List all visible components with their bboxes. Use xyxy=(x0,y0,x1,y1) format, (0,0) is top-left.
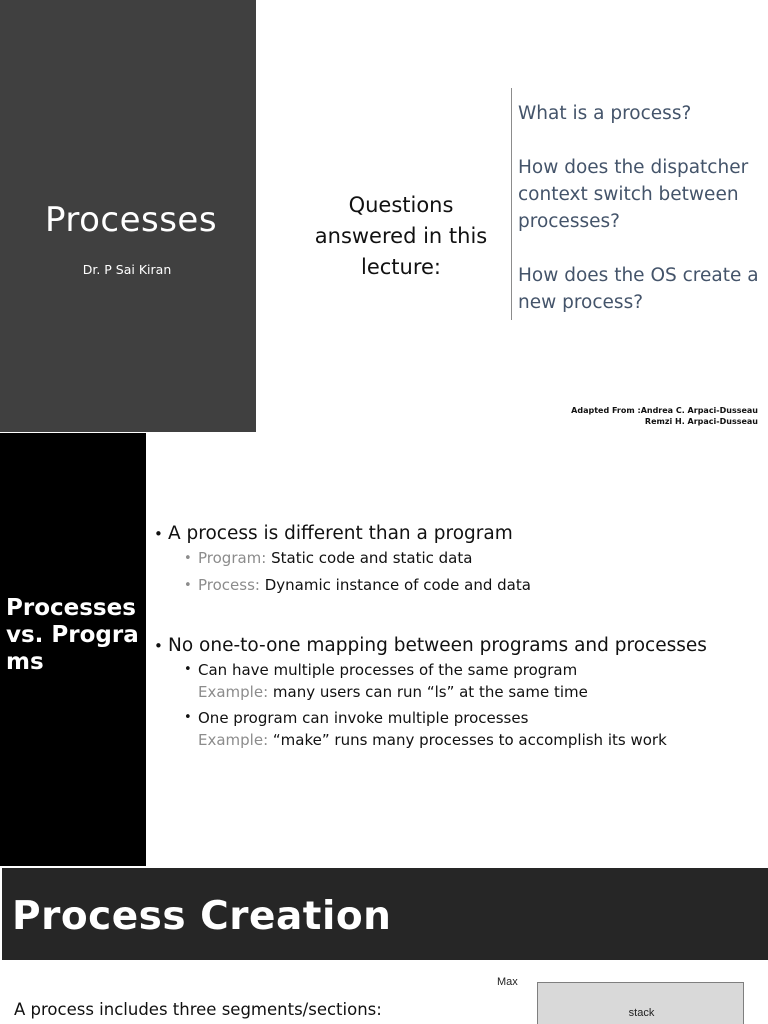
question-item: How does the dispatcher context switch between processes? xyxy=(518,157,749,232)
example-line xyxy=(198,729,764,751)
example-label: Example: xyxy=(198,683,269,701)
term-definition: Static code and static data xyxy=(266,549,473,567)
slide-process-creation xyxy=(0,866,768,1024)
sub-bullet-item xyxy=(184,574,764,597)
title-bar xyxy=(2,868,768,960)
questions-label: Questions answered in this lecture: xyxy=(314,193,488,279)
example-text: “make” runs many processes to accomplish its work xyxy=(268,731,667,749)
slide-body xyxy=(154,521,764,751)
slide-processes-title xyxy=(0,0,768,432)
example-label: Example: xyxy=(198,731,269,749)
bullet-item: • A process is different than a program xyxy=(154,521,764,547)
stack-segment-box xyxy=(537,982,744,1024)
question-item: How does the OS create a new process? xyxy=(518,265,759,313)
bullet-item: • No one-to-one mapping between programs and processes xyxy=(154,633,764,659)
term-definition: Dynamic instance of code and data xyxy=(259,576,531,594)
slide-title: Processes vs. Programs xyxy=(6,595,139,675)
sub-bullet-text: • One program can invoke multiple processes xyxy=(198,709,529,727)
sub-bullet-item xyxy=(184,659,764,703)
title-panel xyxy=(0,433,146,866)
term-label: Program: xyxy=(198,549,267,567)
term-label: Process: xyxy=(198,576,260,594)
credit-line: Remzi H. Arpaci-Dusseau xyxy=(644,417,758,426)
slide-processes-vs-programs xyxy=(0,433,768,866)
example-text: many users can run “ls” at the same time xyxy=(268,683,588,701)
author-name: Dr. P Sai Kiran xyxy=(82,262,172,277)
slide-title: Process Creation xyxy=(12,894,392,939)
credit-line: Adapted From :Andrea C. Arpaci-Dusseau xyxy=(571,406,758,415)
credit-note xyxy=(571,405,758,427)
sub-bullet-text: • Can have multiple processes of the same program xyxy=(198,661,578,679)
stack-label: stack xyxy=(628,1007,655,1019)
vertical-divider xyxy=(511,88,512,320)
example-line xyxy=(198,681,764,703)
sub-bullet-item xyxy=(184,547,764,570)
memory-max-label: Max xyxy=(497,976,518,988)
question-item: What is a process? xyxy=(518,103,692,124)
sub-bullet-item xyxy=(184,707,764,751)
slide-title: Processes xyxy=(44,200,218,240)
intro-text: A process includes three segments/sections: xyxy=(14,1000,382,1019)
title-panel xyxy=(0,0,256,432)
question-list xyxy=(518,100,768,316)
